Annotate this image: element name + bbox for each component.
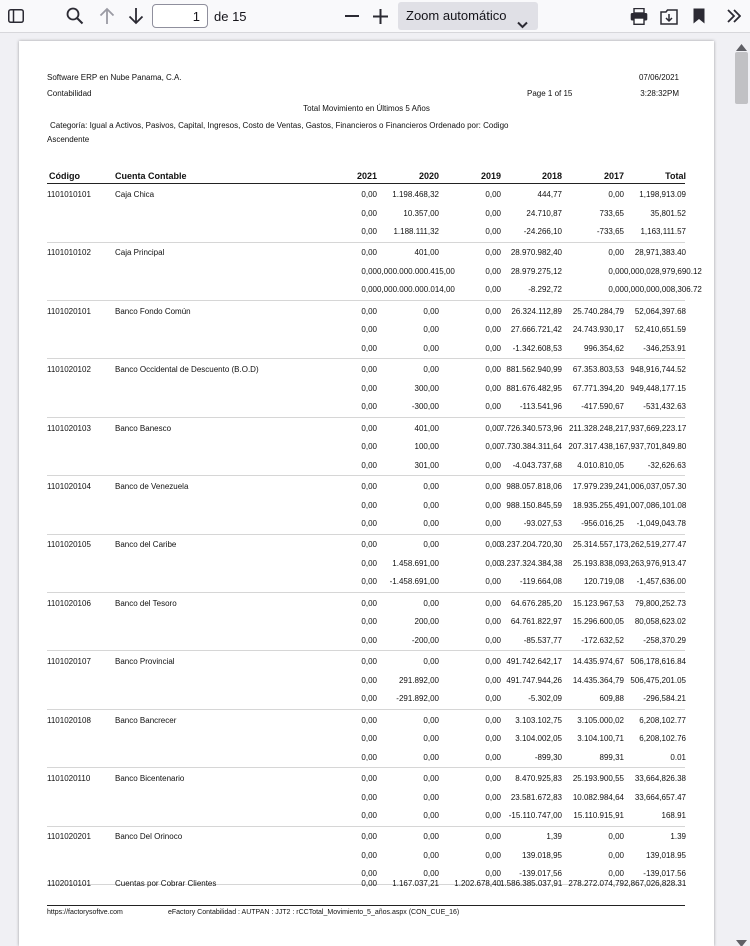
cell-y2019: 0,00 bbox=[485, 248, 501, 258]
cell-y2021: 0,00 bbox=[361, 774, 377, 783]
cell-y2019: 0,00 bbox=[485, 869, 501, 879]
cell-total: 2,867,026,828.31 bbox=[624, 879, 687, 888]
account-name: Banco de Venezuela bbox=[115, 482, 189, 491]
cell-y2019: 0,00 bbox=[485, 734, 501, 744]
cell-y2020: 100,00 bbox=[414, 442, 439, 452]
cell-y2020: 291.892,00 bbox=[398, 675, 439, 685]
cell-y2018: -4.043.737,68 bbox=[512, 460, 562, 470]
row-separator bbox=[47, 767, 685, 768]
cell-y2017: 18.935.255,49 bbox=[572, 500, 624, 510]
cell-y2018: -93.027,53 bbox=[523, 519, 562, 528]
cell-y2020: 301,00 bbox=[414, 460, 439, 470]
cell-y2018: -1.342.608,53 bbox=[512, 343, 562, 353]
column-header-y2017: 2017 bbox=[603, 171, 624, 181]
row-separator bbox=[47, 417, 685, 418]
cell-y2020: -300,00 bbox=[411, 402, 439, 412]
cell-y2021: 0,00 bbox=[361, 558, 377, 568]
next-page-icon[interactable] bbox=[125, 5, 147, 27]
cell-y2018: -15.110.747,00 bbox=[508, 811, 562, 820]
cell-y2017: 0,00 bbox=[608, 832, 624, 842]
cell-y2020: -291.892,00 bbox=[396, 694, 439, 704]
cell-y2017: -417.590,67 bbox=[581, 402, 624, 412]
cell-y2018: 28.970.982,40 bbox=[510, 248, 562, 258]
account-name: Banco Bicentenario bbox=[115, 774, 185, 783]
cell-y2017: 17.979.239,24 bbox=[572, 482, 624, 491]
cell-y2021: 0,00 bbox=[361, 248, 377, 258]
page-number-input[interactable] bbox=[152, 4, 208, 28]
account-code: 1101010102 bbox=[47, 248, 91, 258]
cell-y2017: 24.743.930,17 bbox=[572, 325, 624, 335]
cell-total: -139,017.56 bbox=[643, 869, 686, 879]
cell-y2019: 0,00 bbox=[485, 442, 501, 452]
cell-y2019: 0,00 bbox=[485, 306, 501, 316]
cell-total: 0.01 bbox=[670, 752, 686, 762]
cell-y2020: 0,00 bbox=[423, 482, 439, 491]
cell-y2021: 0,00 bbox=[361, 442, 377, 452]
cell-y2021: 0,00 bbox=[361, 227, 377, 236]
row-separator bbox=[47, 650, 685, 651]
cell-y2018: 1.586.385.037,91 bbox=[500, 879, 563, 888]
cell-y2017: 0,00 bbox=[608, 869, 624, 879]
account-name: Banco Provincial bbox=[115, 657, 175, 667]
cell-y2018: -5.302,09 bbox=[528, 694, 562, 704]
report-date: 07/06/2021 bbox=[638, 73, 679, 82]
cell-y2019: 0,00 bbox=[485, 500, 501, 510]
cell-y2019: 0,00 bbox=[485, 519, 501, 528]
account-name: Banco Fondo Común bbox=[115, 306, 191, 316]
cell-y2018: 24.710,87 bbox=[526, 208, 562, 218]
cell-y2021: 0,00 bbox=[361, 402, 377, 412]
double-chevron-right-icon[interactable] bbox=[724, 6, 744, 26]
cell-y2017: 10.082.984,64 bbox=[572, 792, 624, 802]
cell-y2020: 0,00 bbox=[423, 715, 439, 725]
cell-y2018: 988.150.845,59 bbox=[506, 500, 562, 510]
cell-y2021: 0,00 bbox=[361, 208, 377, 218]
search-icon[interactable] bbox=[64, 5, 86, 27]
cell-y2020: 0,00 bbox=[423, 832, 439, 842]
account-name: Banco Occidental de Descuento (B.O.D) bbox=[115, 365, 259, 375]
column-header-total: Total bbox=[665, 171, 686, 181]
cell-y2017: 25.314.557,17 bbox=[572, 540, 624, 550]
cell-y2020: 0,000.000.000.014,00 bbox=[377, 285, 455, 295]
cell-y2021: 0,00 bbox=[361, 540, 377, 550]
cell-y2019: 0,00 bbox=[485, 285, 501, 295]
cell-total: 1,163,111.57 bbox=[640, 227, 686, 236]
cell-total: 0,000,028,979,690.12 bbox=[624, 266, 702, 276]
cell-y2017: -172.632,52 bbox=[581, 635, 624, 645]
cell-total: 1,198,913.09 bbox=[639, 190, 686, 199]
cell-y2020: 0,00 bbox=[423, 500, 439, 510]
cell-y2019: 0,00 bbox=[485, 598, 501, 608]
row-separator bbox=[47, 534, 685, 535]
cell-total: 168.91 bbox=[661, 811, 686, 820]
cell-y2021: 0,00 bbox=[361, 423, 377, 433]
account-code: 1101020102 bbox=[47, 365, 91, 375]
row-separator bbox=[47, 826, 685, 827]
cell-y2019: 0,00 bbox=[485, 657, 501, 667]
footer-info: eFactory Contabilidad : AUTPAN : JJT2 : rCCTotal_Movimiento_5_años.aspx (CON_CUE_16) bbox=[168, 909, 460, 916]
cell-y2020: 0,000.000.000.415,00 bbox=[377, 266, 455, 276]
column-header-y2019: 2019 bbox=[480, 171, 501, 181]
cell-y2017: 120.719,08 bbox=[583, 577, 624, 587]
cell-y2018: -899,30 bbox=[534, 752, 562, 762]
cell-y2021: 0,00 bbox=[361, 617, 377, 627]
cell-y2018: 444,77 bbox=[537, 190, 562, 199]
cell-y2021: 0,00 bbox=[361, 694, 377, 704]
cell-y2017: 14.435.974,67 bbox=[572, 657, 624, 667]
cell-y2021: 0,00 bbox=[361, 285, 377, 295]
scrollbar-thumb[interactable] bbox=[735, 52, 748, 104]
cell-y2020: 0,00 bbox=[423, 734, 439, 744]
account-name: Banco del Caribe bbox=[115, 540, 177, 550]
cell-y2018: 491.742.642,17 bbox=[506, 657, 562, 667]
cell-y2017: 3.105.000,02 bbox=[577, 715, 624, 725]
cell-total: 949,448,177.15 bbox=[630, 383, 686, 393]
cell-total: -1,457,636.00 bbox=[636, 577, 686, 587]
cell-total: -346,253.91 bbox=[643, 343, 686, 353]
cell-total: -32,626.63 bbox=[647, 460, 686, 470]
cell-y2020: 0,00 bbox=[423, 540, 439, 550]
cell-total: 33,664,657.47 bbox=[634, 792, 686, 802]
cell-y2020: 0,00 bbox=[423, 752, 439, 762]
cell-y2017: 4.010.810,05 bbox=[577, 460, 624, 470]
account-code: 1101020103 bbox=[47, 423, 91, 433]
scroll-down-arrow-icon[interactable] bbox=[736, 934, 747, 946]
cell-y2018: -113.541,96 bbox=[519, 402, 562, 412]
cell-y2020: 0,00 bbox=[423, 343, 439, 353]
account-code: 1102010101 bbox=[47, 879, 91, 888]
cell-y2018: 7.730.384.311,64 bbox=[500, 442, 562, 452]
cell-y2017: 15.296.600,05 bbox=[572, 617, 624, 627]
cell-y2021: 0,00 bbox=[361, 734, 377, 744]
account-code: 1101020201 bbox=[47, 832, 91, 842]
save-icon[interactable] bbox=[658, 6, 680, 26]
cell-y2019: 0,00 bbox=[485, 190, 501, 199]
cell-y2020: 300,00 bbox=[414, 383, 439, 393]
cell-y2018: 26.324.112,89 bbox=[511, 306, 562, 316]
cell-y2020: 0,00 bbox=[423, 850, 439, 860]
page-count-label: de 15 bbox=[214, 9, 247, 24]
cell-total: 506,178,616.84 bbox=[630, 657, 686, 667]
cell-total: 79,800,252.73 bbox=[634, 598, 686, 608]
cell-y2019: 0,00 bbox=[485, 752, 501, 762]
cell-y2017: 15.110.915,91 bbox=[573, 811, 624, 820]
cell-y2018: -8.292,72 bbox=[528, 285, 562, 295]
account-code: 1101020108 bbox=[47, 715, 91, 725]
account-name: Caja Principal bbox=[115, 248, 165, 258]
cell-total: 0,000,000,008,306.72 bbox=[624, 285, 702, 295]
cell-y2021: 0,00 bbox=[361, 383, 377, 393]
cell-y2019: 0,00 bbox=[485, 617, 501, 627]
cell-y2019: 0,00 bbox=[485, 635, 501, 645]
account-name: Caja Chica bbox=[115, 190, 155, 199]
cell-y2018: 64.761.822,97 bbox=[510, 617, 562, 627]
cell-y2019: 0,00 bbox=[485, 774, 501, 783]
column-header-name: Cuenta Contable bbox=[115, 171, 187, 181]
cell-y2017: 278.272.074,79 bbox=[568, 879, 624, 888]
cell-y2021: 0,00 bbox=[361, 657, 377, 667]
cell-y2019: 0,00 bbox=[485, 577, 501, 587]
account-code: 1101010101 bbox=[47, 190, 91, 199]
cell-y2017: 733,65 bbox=[599, 208, 624, 218]
cell-y2021: 0,00 bbox=[361, 752, 377, 762]
cell-total: 52,064,397.68 bbox=[634, 306, 686, 316]
cell-y2020: 1.167.037,21 bbox=[392, 879, 439, 888]
cell-total: 1,007,086,101.08 bbox=[624, 500, 687, 510]
report-filter-line2: Ascendente bbox=[47, 135, 90, 144]
cell-total: 35,801.52 bbox=[650, 208, 686, 218]
cell-y2018: 27.666.721,42 bbox=[510, 325, 562, 335]
footer-url: https://factorysoftve.com bbox=[47, 909, 123, 916]
footer-rule bbox=[47, 905, 685, 906]
account-code: 1101020110 bbox=[47, 774, 91, 783]
cell-total: -1,049,043.78 bbox=[636, 519, 686, 528]
account-code: 1101020104 bbox=[47, 482, 91, 491]
cell-y2020: 1.188.111,32 bbox=[393, 227, 439, 236]
cell-y2018: 881.562.940,99 bbox=[506, 365, 562, 375]
cell-y2020: 0,00 bbox=[423, 306, 439, 316]
cell-y2020: 0,00 bbox=[423, 519, 439, 528]
cell-y2021: 0,00 bbox=[361, 343, 377, 353]
pdf-toolbar bbox=[0, 0, 750, 33]
cell-y2017: 996.354,62 bbox=[583, 343, 624, 353]
cell-y2018: -119.664,08 bbox=[519, 577, 562, 587]
cell-total: 33,664,826.38 bbox=[634, 774, 686, 783]
cell-y2020: 0,00 bbox=[423, 657, 439, 667]
cell-y2019: 0,00 bbox=[485, 540, 501, 550]
cell-y2021: 0,00 bbox=[361, 675, 377, 685]
cell-total: 1,006,037,057.30 bbox=[624, 482, 687, 491]
column-header-code: Código bbox=[49, 171, 80, 181]
cell-y2019: 0,00 bbox=[485, 675, 501, 685]
cell-total: 3,263,976,913.47 bbox=[624, 558, 687, 568]
account-name: Banco Del Orinoco bbox=[115, 832, 183, 842]
cell-y2019: 0,00 bbox=[485, 558, 501, 568]
cell-y2019: 0,00 bbox=[485, 694, 501, 704]
cell-y2019: 0,00 bbox=[485, 423, 501, 433]
cell-total: 28,971,383.40 bbox=[634, 248, 686, 258]
vertical-scrollbar[interactable] bbox=[733, 34, 750, 946]
zoom-in-icon[interactable] bbox=[370, 5, 390, 27]
account-code: 1101020106 bbox=[47, 598, 91, 608]
zoom-select-label: Zoom automático bbox=[406, 8, 507, 23]
report-page-label: Page 1 of 15 bbox=[527, 89, 573, 98]
print-icon[interactable] bbox=[628, 6, 650, 26]
row-separator bbox=[47, 242, 685, 243]
cell-total: -531,432.63 bbox=[643, 402, 686, 412]
bookmark-icon[interactable] bbox=[689, 6, 709, 26]
cell-y2017: 15.123.967,53 bbox=[572, 598, 624, 608]
zoom-out-icon[interactable] bbox=[342, 5, 362, 27]
cell-y2020: 0,00 bbox=[423, 325, 439, 335]
report-module: Contabilidad bbox=[47, 89, 92, 98]
cell-y2017: 609,88 bbox=[599, 694, 624, 704]
cell-y2021: 0,00 bbox=[361, 879, 377, 888]
row-separator bbox=[47, 300, 685, 301]
cell-y2017: 25.193.900,55 bbox=[572, 774, 624, 783]
cell-y2017: -956.016,25 bbox=[581, 519, 624, 528]
cell-y2019: 0,00 bbox=[485, 811, 501, 820]
account-name: Banco Banesco bbox=[115, 423, 172, 433]
cell-y2017: 0,00 bbox=[608, 190, 624, 199]
cell-y2018: 7.726.340.573,96 bbox=[500, 423, 563, 433]
cell-y2018: 881.676.482,95 bbox=[506, 383, 562, 393]
cell-total: 7,937,669,223.17 bbox=[624, 423, 687, 433]
cell-y2018: 23.581.672,83 bbox=[510, 792, 562, 802]
cell-y2020: 401,00 bbox=[414, 248, 439, 258]
cell-y2018: -139.017,56 bbox=[519, 869, 562, 879]
cell-y2020: 401,00 bbox=[414, 423, 439, 433]
cell-y2021: 0,00 bbox=[361, 500, 377, 510]
cell-y2021: 0,00 bbox=[361, 190, 377, 199]
cell-y2019: 0,00 bbox=[485, 266, 501, 276]
cell-y2017: 25.193.838,09 bbox=[572, 558, 624, 568]
report-filter-line1: Categoría: Igual a Activos, Pasivos, Capital, Ingresos, Costo de Ventas, Gastos, Financieros o Financieros Ordenado por: Codigo bbox=[50, 121, 509, 130]
cell-y2021: 0,00 bbox=[361, 869, 377, 879]
cell-y2017: 25.740.284,79 bbox=[572, 306, 624, 316]
account-code: 1101020107 bbox=[47, 657, 91, 667]
cell-y2019: 1.202.678,40 bbox=[454, 879, 501, 888]
cell-total: -258,370.29 bbox=[643, 635, 686, 645]
cell-y2018: -24.266,10 bbox=[523, 227, 562, 236]
cell-y2017: -733,65 bbox=[596, 227, 624, 236]
cell-y2019: 0,00 bbox=[485, 402, 501, 412]
report-title: Total Movimiento en Últimos 5 Años bbox=[303, 104, 430, 113]
cell-y2018: 1,39 bbox=[546, 832, 562, 842]
cell-y2019: 0,00 bbox=[485, 325, 501, 335]
cell-total: 139,018.95 bbox=[645, 850, 686, 860]
cell-y2017: 67.771.394,20 bbox=[572, 383, 624, 393]
cell-y2018: 64.676.285,20 bbox=[510, 598, 562, 608]
cell-total: 3,262,519,277.47 bbox=[624, 540, 687, 550]
cell-y2017: 67.353.803,53 bbox=[572, 365, 624, 375]
cell-y2017: 207.317.438,16 bbox=[568, 442, 624, 452]
previous-page-icon[interactable] bbox=[96, 5, 118, 27]
cell-y2019: 0,00 bbox=[485, 482, 501, 491]
cell-total: 80,058,623.02 bbox=[634, 617, 686, 627]
cell-y2021: 0,00 bbox=[361, 266, 377, 276]
cell-total: 52,410,651.59 bbox=[634, 325, 686, 335]
cell-y2018: 3.103.102,75 bbox=[515, 715, 562, 725]
sidebar-toggle-icon[interactable] bbox=[5, 6, 27, 26]
cell-y2019: 0,00 bbox=[485, 227, 501, 236]
report-time: 3:28:32PM bbox=[640, 89, 679, 98]
cell-y2019: 0,00 bbox=[485, 460, 501, 470]
cell-y2020: 10.357,00 bbox=[403, 208, 439, 218]
cell-total: 1.39 bbox=[670, 832, 686, 842]
cell-y2017: 0,00 bbox=[608, 266, 624, 276]
cell-y2021: 0,00 bbox=[361, 519, 377, 528]
cell-y2018: -85.537,77 bbox=[523, 635, 562, 645]
cell-y2021: 0,00 bbox=[361, 306, 377, 316]
cell-y2018: 988.057.818,06 bbox=[506, 482, 562, 491]
cell-y2019: 0,00 bbox=[485, 832, 501, 842]
cell-y2018: 139.018,95 bbox=[521, 850, 562, 860]
cell-y2019: 0,00 bbox=[485, 383, 501, 393]
cell-y2020: -200,00 bbox=[411, 635, 439, 645]
row-separator bbox=[47, 592, 685, 593]
cell-y2019: 0,00 bbox=[485, 365, 501, 375]
cell-total: 7,937,701,849.80 bbox=[624, 442, 687, 452]
column-header-y2020: 2020 bbox=[418, 171, 439, 181]
cell-y2021: 0,00 bbox=[361, 635, 377, 645]
cell-y2018: 3.104.002,05 bbox=[515, 734, 562, 744]
cell-total: 6,208,102.77 bbox=[639, 715, 686, 725]
cell-total: 506,475,201.05 bbox=[630, 675, 686, 685]
cell-y2021: 0,00 bbox=[361, 850, 377, 860]
account-name: Banco Bancrecer bbox=[115, 715, 177, 725]
pdf-page bbox=[19, 41, 714, 946]
cell-y2017: 14.435.364,79 bbox=[572, 675, 624, 685]
cell-y2020: 1.198.468,32 bbox=[392, 190, 439, 199]
cell-y2021: 0,00 bbox=[361, 365, 377, 375]
cell-y2020: 0,00 bbox=[423, 365, 439, 375]
cell-y2018: 3.237.204.720,30 bbox=[500, 540, 563, 550]
cell-y2017: 899,31 bbox=[599, 752, 624, 762]
cell-y2017: 0,00 bbox=[608, 248, 624, 258]
header-rule bbox=[47, 183, 685, 184]
cell-y2020: -1.458.691,00 bbox=[389, 577, 439, 587]
cell-total: 6,208,102.76 bbox=[639, 734, 686, 744]
cell-y2021: 0,00 bbox=[361, 792, 377, 802]
cell-y2019: 0,00 bbox=[485, 343, 501, 353]
cell-y2019: 0,00 bbox=[485, 850, 501, 860]
cell-y2021: 0,00 bbox=[361, 598, 377, 608]
cell-y2020: 200,00 bbox=[414, 617, 439, 627]
cell-y2020: 1.458.691,00 bbox=[392, 558, 439, 568]
column-header-y2021: 2021 bbox=[356, 171, 377, 181]
cell-y2020: 0,00 bbox=[423, 792, 439, 802]
cell-total: -296,584.21 bbox=[643, 694, 686, 704]
row-separator bbox=[47, 709, 685, 710]
cell-y2021: 0,00 bbox=[361, 325, 377, 335]
account-code: 1101020105 bbox=[47, 540, 91, 550]
cell-y2020: 0,00 bbox=[423, 869, 439, 879]
cell-y2018: 8.470.925,83 bbox=[515, 774, 562, 783]
row-separator bbox=[47, 475, 685, 476]
account-name: Banco del Tesoro bbox=[115, 598, 177, 608]
cell-y2018: 3.237.324.384,38 bbox=[500, 558, 563, 568]
zoom-select[interactable] bbox=[398, 2, 538, 30]
report-company: Software ERP en Nube Panama, C.A. bbox=[47, 73, 182, 82]
cell-y2017: 0,00 bbox=[608, 850, 624, 860]
cell-y2019: 0,00 bbox=[485, 208, 501, 218]
cell-y2017: 0,00 bbox=[608, 285, 624, 295]
cell-y2021: 0,00 bbox=[361, 715, 377, 725]
cell-y2017: 211.328.248,21 bbox=[568, 423, 624, 433]
cell-y2017: 3.104.100,71 bbox=[577, 734, 624, 744]
cell-y2019: 0,00 bbox=[485, 715, 501, 725]
cell-y2020: 0,00 bbox=[423, 774, 439, 783]
cell-y2019: 0,00 bbox=[485, 792, 501, 802]
cell-y2021: 0,00 bbox=[361, 482, 377, 491]
cell-y2021: 0,00 bbox=[361, 460, 377, 470]
cell-total: 948,916,744.52 bbox=[630, 365, 686, 375]
column-header-y2018: 2018 bbox=[541, 171, 562, 181]
cell-y2021: 0,00 bbox=[361, 832, 377, 842]
cell-y2021: 0,00 bbox=[361, 577, 377, 587]
row-separator bbox=[47, 358, 685, 359]
cell-y2020: 0,00 bbox=[423, 811, 439, 820]
account-name: Cuentas por Cobrar Clientes bbox=[115, 879, 217, 888]
cell-y2018: 28.979.275,12 bbox=[510, 266, 562, 276]
cell-y2021: 0,00 bbox=[361, 811, 377, 820]
cell-y2018: 491.747.944,26 bbox=[506, 675, 562, 685]
cell-y2020: 0,00 bbox=[423, 598, 439, 608]
account-code: 1101020101 bbox=[47, 306, 91, 316]
